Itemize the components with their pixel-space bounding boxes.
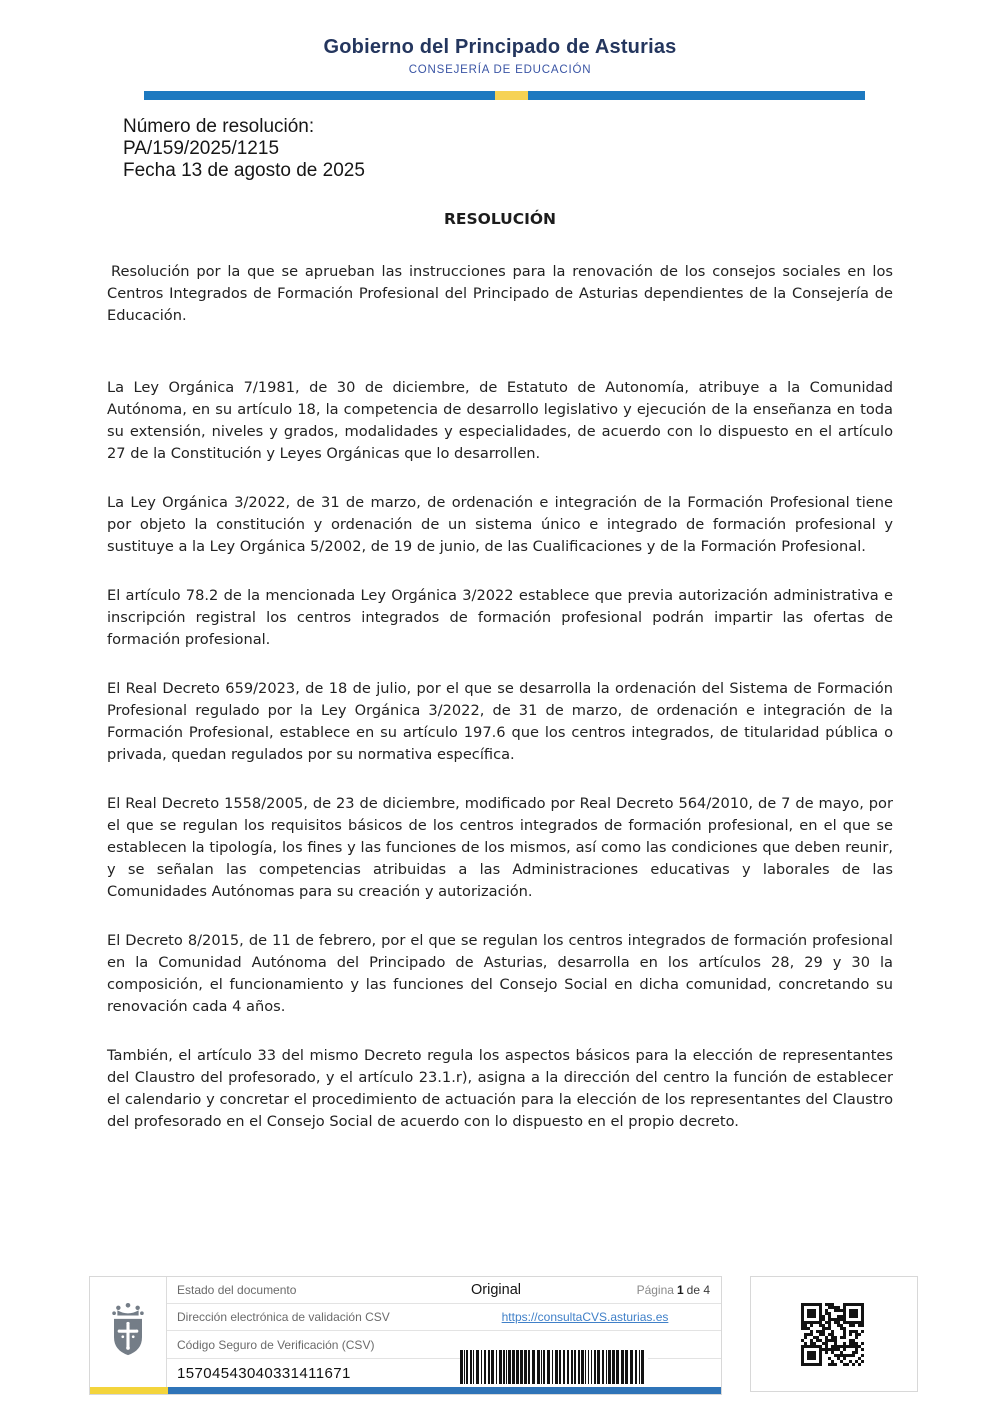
csv-validation-link[interactable]: https://consultaCVS.asturias.es [501, 1310, 669, 1324]
body-paragraph: Resolución por la que se aprueban las instrucciones para la renovación de los consejos sociales en los Centros Integrados de Formación Profesional del Principado de Asturias dependientes de la Consejería de Educación. [107, 263, 893, 324]
resolution-meta [123, 116, 365, 182]
estado-value: Original [471, 1282, 521, 1298]
body-paragraph: La Ley Orgánica 7/1981, de 30 de diciembre, de Estatuto de Autonomía, atribuye a la Comunidad Autónoma, en su artículo 18, la competencia de desarrollo legislativo y ejecución de la enseñanza en toda su extensión, niveles y grados, modalidades y especialidades, de acuerdo con lo dispuesto en el artículo 27 de la Constitución y Leyes Orgánicas que lo desarrollen. [107, 379, 893, 462]
document-body [107, 261, 893, 1160]
footer-row-estado [167, 1277, 721, 1303]
crest-column [90, 1277, 167, 1387]
resolution-date: Fecha 13 de agosto de 2025 [123, 160, 365, 181]
csv-code-label: Código Seguro de Verificación (CSV) [177, 1337, 375, 1352]
page-prefix: Página [636, 1283, 674, 1297]
government-title: Gobierno del Principado de Asturias [323, 36, 677, 58]
csv-direction-label: Dirección electrónica de validación CSV [177, 1310, 390, 1324]
body-paragraph: También, el artículo 33 del mismo Decreto regula los aspectos básicos para la elección de representantes del Claustro del profesorado, y el artículo 23.1.r), asigna a la dirección del centro la función de establecer el calendario y concretar el procedimiento de actuación para la elección de los representantes del Claustro del profesorado en el Consejo Social de acuerdo con lo dispuesto en el propio decreto. [107, 1047, 893, 1130]
page-suffix: de 4 [686, 1283, 710, 1297]
validation-footer [89, 1276, 722, 1395]
body-paragraph: El Real Decreto 1558/2005, de 23 de diciembre, modificado por Real Decreto 564/2010, de 7 de mayo, por el que se regulan los requisitos básicos de los centros integrados de formación profesional, en el que se establecen la tipología, los fines y las funciones de los mismos, así como las condiciones que deben reunir, y se señalan las competencias atribuidas a las Administraciones educativas y laborales de las Comunidades Autónomas para su creación y autorización. [107, 795, 893, 900]
header-divider-bar [144, 91, 865, 100]
footer-divider-yellow-segment [90, 1387, 168, 1394]
footer-row-csv-link [167, 1303, 721, 1330]
estado-label: Estado del documento [177, 1283, 297, 1297]
body-paragraph: El artículo 78.2 de la mencionada Ley Orgánica 3/2022 establece que previa autorización administrativa e inscripción registral los centros integrados de formación profesional podrán impartir las ofertas de formación profesional. [107, 587, 893, 648]
page-indicator [637, 1283, 710, 1297]
body-paragraph: La Ley Orgánica 3/2022, de 31 de marzo, de ordenación e integración de la Formación Profesional tiene por objeto la constitución y ordenación de un sistema único e integrado de formación profesional y sustituye a la Ley Orgánica 5/2002, de 19 de junio, de las Cualificaciones y de la Formación Profesional. [107, 494, 893, 555]
resolution-number-value: PA/159/2025/1215 [123, 138, 280, 159]
page-number: 1 [676, 1283, 684, 1297]
qr-code [801, 1303, 864, 1366]
header-divider-yellow-segment [495, 91, 528, 100]
footer-divider-blue-segment [168, 1387, 721, 1394]
asturias-crest-icon [111, 1302, 145, 1363]
body-paragraph: El Real Decreto 659/2023, de 18 de julio, por el que se desarrolla la ordenación del Sistema de Formación Profesional regulado por la Ley Orgánica 3/2022, de 31 de marzo, de ordenación e integración de la Formación Profesional, establece en su artículo 197.6 que los centros integrados, de titularidad pública o privada, quedan regulados por su normativa específica. [107, 680, 893, 763]
csv-code-value: 15704543040331411671 [177, 1364, 351, 1382]
page-title: RESOLUCIÓN [443, 210, 557, 228]
body-paragraph: El Decreto 8/2015, de 11 de febrero, por el que se regulan los centros integrados de formación profesional en la Comunidad Autónoma del Principado de Asturias, desarrolla en los artículos 28, 29 y 30 la composición, el funcionamiento y las funciones del Consejo Social en dicha comunidad, concretando su renovación cada 4 años. [107, 932, 893, 1015]
barcode [460, 1350, 648, 1384]
qr-box [750, 1276, 918, 1392]
department-subtitle: CONSEJERÍA DE EDUCACIÓN [408, 64, 592, 76]
resolution-number-label: Número de resolución: [123, 116, 315, 137]
footer-divider-bar [90, 1387, 721, 1394]
